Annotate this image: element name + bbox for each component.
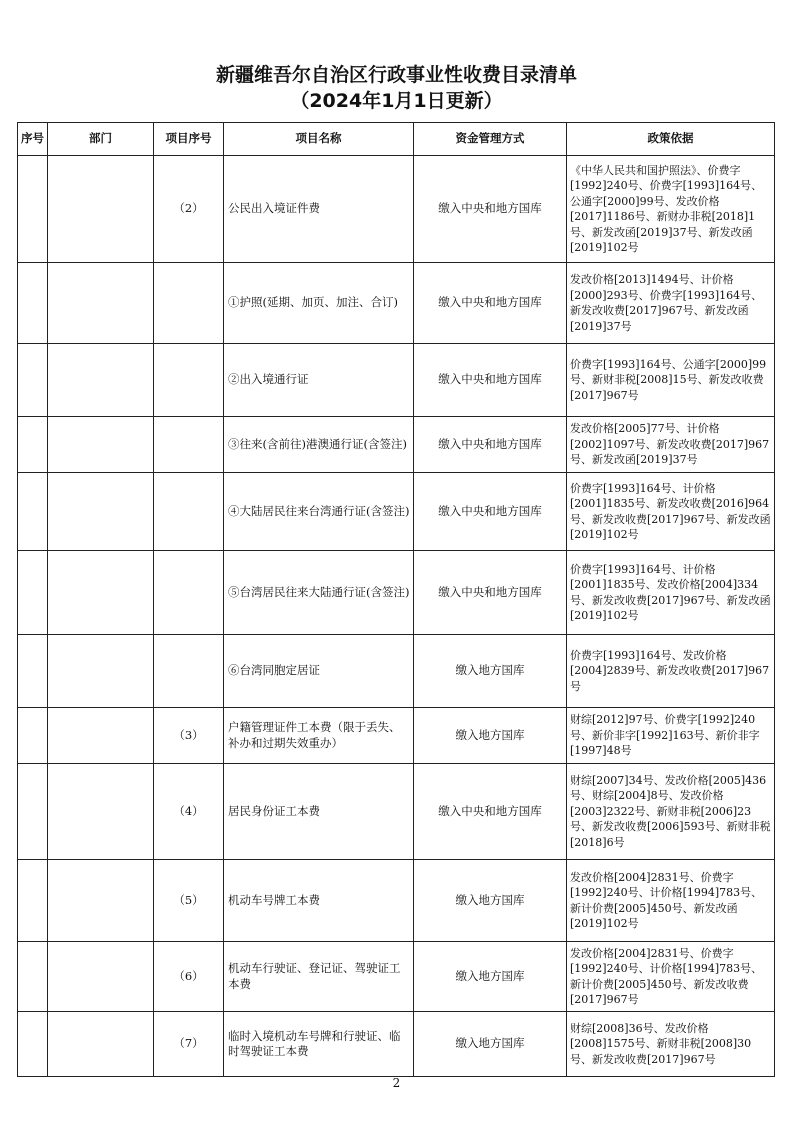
cell-item-name: ⑥台湾同胞定居证 (224, 635, 414, 708)
cell-item-no (154, 473, 224, 551)
cell-dept (48, 263, 154, 344)
cell-policy-basis: 财综[2007]34号、发改价格[2005]436号、财综[2004]8号、发改价格[2003]2322号、新财非税[2006]23号、新发改收费[2006]593号、新财非税[2018]6号 (567, 764, 775, 860)
cell-dept (48, 942, 154, 1012)
cell-fund-management: 缴入地方国库 (414, 1012, 567, 1077)
cell-fund-management: 缴入中央和地方国库 (414, 156, 567, 263)
cell-seq (18, 1012, 48, 1077)
document-subtitle: （2024年1月1日更新） (290, 90, 503, 112)
header-item-name: 项目名称 (224, 123, 414, 156)
table-row (18, 635, 775, 708)
cell-policy-basis: 价费字[1993]164号、计价格[2001]1835号、新发改收费[2016]964号、新发改收费[2017]967号、新发改函[2019]102号 (567, 473, 775, 551)
table-row (18, 473, 775, 551)
cell-item-no: （4） (154, 764, 224, 860)
cell-seq (18, 156, 48, 263)
cell-policy-basis: 价费字[1993]164号、计价格[2001]1835号、发改价格[2004]334号、新发改收费[2017]967号、新发改函[2019]102号 (567, 551, 775, 635)
cell-item-no (154, 635, 224, 708)
cell-seq (18, 473, 48, 551)
cell-fund-management: 缴入中央和地方国库 (414, 473, 567, 551)
cell-item-name: 居民身份证工本费 (224, 764, 414, 860)
cell-item-no (154, 344, 224, 417)
cell-dept (48, 764, 154, 860)
page-number: 2 (392, 1076, 401, 1090)
cell-seq (18, 344, 48, 417)
cell-item-name: ②出入境通行证 (224, 344, 414, 417)
cell-item-name: 户籍管理证件工本费（限于丢失、补办和过期失效重办） (224, 708, 414, 764)
cell-dept (48, 860, 154, 942)
cell-item-no: （6） (154, 942, 224, 1012)
cell-fund-management: 缴入地方国库 (414, 635, 567, 708)
cell-policy-basis: 财综[2008]36号、发改价格[2008]1575号、新财非税[2008]30号、新发改收费[2017]967号 (567, 1012, 775, 1077)
cell-item-no: （3） (154, 708, 224, 764)
cell-item-name: 机动车号牌工本费 (224, 860, 414, 942)
header-policy-basis: 政策依据 (567, 123, 775, 156)
table-row (18, 551, 775, 635)
cell-fund-management: 缴入中央和地方国库 (414, 344, 567, 417)
cell-seq (18, 263, 48, 344)
cell-policy-basis: 价费字[1993]164号、公通字[2000]99号、新财非税[2008]15号、新发改收费[2017]967号 (567, 344, 775, 417)
cell-dept (48, 635, 154, 708)
cell-dept (48, 708, 154, 764)
cell-seq (18, 708, 48, 764)
cell-dept (48, 417, 154, 473)
cell-item-name: ③往来(含前往)港澳通行证(含签注) (224, 417, 414, 473)
table-row (18, 263, 775, 344)
fee-catalog-table (17, 122, 775, 1077)
cell-dept (48, 1012, 154, 1077)
cell-item-no: （7） (154, 1012, 224, 1077)
cell-seq (18, 764, 48, 860)
table-row (18, 344, 775, 417)
table-row (18, 708, 775, 764)
cell-seq (18, 417, 48, 473)
cell-fund-management: 缴入中央和地方国库 (414, 551, 567, 635)
cell-fund-management: 缴入地方国库 (414, 942, 567, 1012)
cell-item-name: ①护照(延期、加页、加注、合订) (224, 263, 414, 344)
cell-item-name: 临时入境机动车号牌和行驶证、临时驾驶证工本费 (224, 1012, 414, 1077)
cell-dept (48, 551, 154, 635)
document-title: 新疆维吾尔自治区行政事业性收费目录清单 (215, 64, 577, 86)
table-row (18, 156, 775, 263)
table-row (18, 764, 775, 860)
cell-policy-basis: 发改价格[2004]2831号、价费字[1992]240号、计价格[1994]783号、新计价费[2005]450号、新发改函[2019]102号 (567, 860, 775, 942)
cell-dept (48, 156, 154, 263)
cell-item-name: 公民出入境证件费 (224, 156, 414, 263)
header-fund-management: 资金管理方式 (414, 123, 567, 156)
cell-item-no (154, 551, 224, 635)
cell-item-no: （2） (154, 156, 224, 263)
cell-dept (48, 473, 154, 551)
cell-seq (18, 635, 48, 708)
table-row (18, 417, 775, 473)
cell-seq (18, 860, 48, 942)
cell-dept (48, 344, 154, 417)
cell-seq (18, 551, 48, 635)
table-row (18, 1012, 775, 1077)
header-item-no: 项目序号 (154, 123, 224, 156)
cell-fund-management: 缴入中央和地方国库 (414, 263, 567, 344)
cell-item-name: ⑤台湾居民往来大陆通行证(含签注) (224, 551, 414, 635)
cell-fund-management: 缴入地方国库 (414, 860, 567, 942)
table-row (18, 942, 775, 1012)
cell-fund-management: 缴入中央和地方国库 (414, 417, 567, 473)
cell-policy-basis: 财综[2012]97号、价费字[1992]240号、新价非字[1992]163号、新价非字[1997]48号 (567, 708, 775, 764)
cell-fund-management: 缴入中央和地方国库 (414, 764, 567, 860)
cell-fund-management: 缴入地方国库 (414, 708, 567, 764)
header-seq: 序号 (18, 123, 48, 156)
cell-policy-basis: 发改价格[2005]77号、计价格[2002]1097号、新发改收费[2017]967号、新发改函[2019]37号 (567, 417, 775, 473)
cell-seq (18, 942, 48, 1012)
cell-policy-basis: 价费字[1993]164号、发改价格[2004]2839号、新发改收费[2017]967号 (567, 635, 775, 708)
cell-item-no (154, 263, 224, 344)
cell-policy-basis: 发改价格[2004]2831号、价费字[1992]240号、计价格[1994]783号、新计价费[2005]450号、新发改收费[2017]967号 (567, 942, 775, 1012)
cell-item-name: 机动车行驶证、登记证、驾驶证工本费 (224, 942, 414, 1012)
cell-item-name: ④大陆居民往来台湾通行证(含签注) (224, 473, 414, 551)
cell-policy-basis: 发改价格[2013]1494号、计价格[2000]293号、价费字[1993]164号、新发改收费[2017]967号、新发改函[2019]37号 (567, 263, 775, 344)
table-header-row (18, 123, 775, 156)
cell-item-no: （5） (154, 860, 224, 942)
header-dept: 部门 (48, 123, 154, 156)
table-row (18, 860, 775, 942)
cell-policy-basis: 《中华人民共和国护照法》、价费字[1992]240号、价费字[1993]164号、公通字[2000]99号、发改价格[2017]1186号、新财办非税[2018]1号、新发改函[2019]37号、新发改函[2019]102号 (567, 156, 775, 263)
cell-item-no (154, 417, 224, 473)
